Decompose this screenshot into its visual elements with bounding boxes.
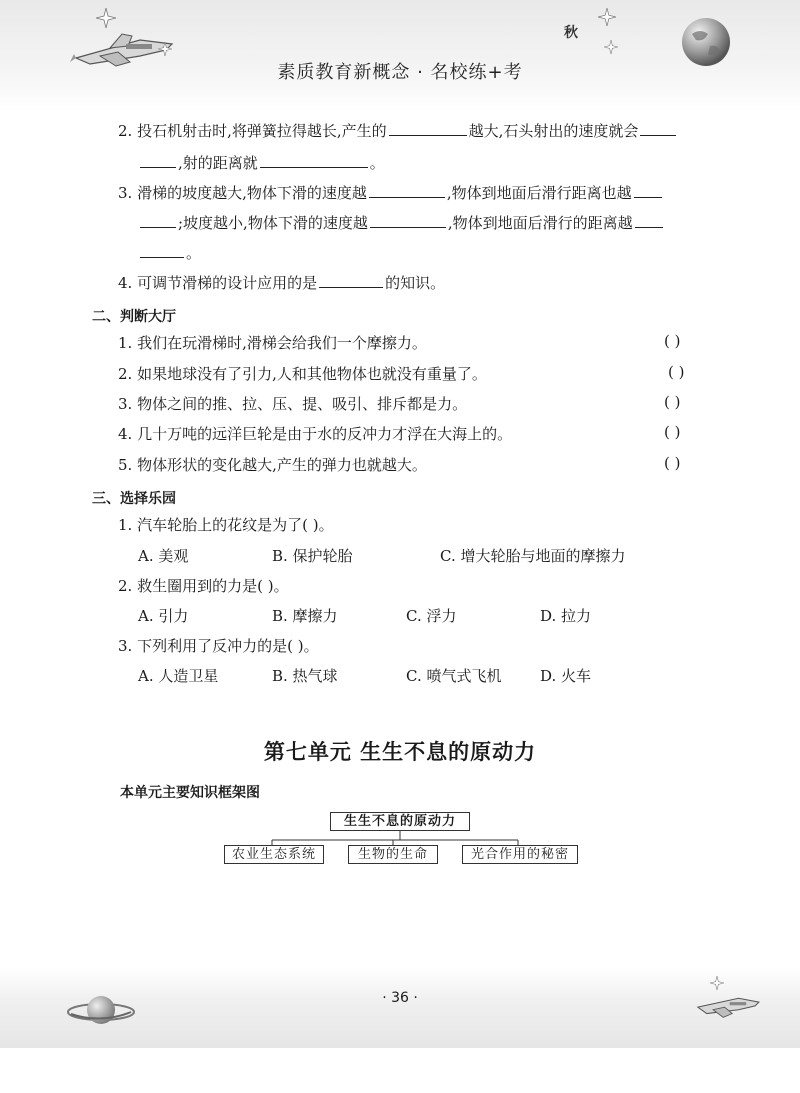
page-number: · 36 · — [382, 990, 418, 1006]
section-heading-judge: 二、判断大厅 — [92, 309, 176, 325]
section-heading-choice: 三、选择乐园 — [92, 491, 176, 507]
framework-node: 光合作用的秘密 — [462, 845, 578, 864]
star-icon — [710, 976, 724, 990]
answer-blank[interactable] — [140, 152, 176, 168]
answer-blank[interactable] — [140, 242, 184, 258]
choice-option[interactable]: B. 摩擦力 — [272, 607, 338, 625]
answer-blank[interactable] — [369, 182, 445, 198]
choice-option[interactable]: A. 人造卫星 — [138, 667, 219, 685]
framework-node: 生物的生命 — [348, 845, 438, 864]
judge-item: 1. 我们在玩滑梯时,滑梯会给我们一个摩擦力。 — [118, 334, 427, 352]
answer-blank[interactable] — [260, 152, 368, 168]
choice-option[interactable]: C. 喷气式飞机 — [406, 667, 502, 685]
choice-question: 3. 下列利用了反冲力的是( )。 — [118, 637, 319, 655]
choice-option[interactable]: D. 拉力 — [540, 607, 592, 625]
choice-option[interactable]: C. 浮力 — [406, 607, 457, 625]
framework-root: 生生不息的原动力 — [330, 812, 470, 831]
season-label: 秋 — [564, 25, 578, 41]
choice-option[interactable]: A. 美观 — [138, 547, 189, 565]
answer-blank[interactable] — [640, 120, 676, 136]
star-icon — [96, 8, 116, 28]
unit-title: 第七单元 生生不息的原动力 — [263, 740, 537, 764]
judge-item: 5. 物体形状的变化越大,产生的弹力也就越大。 — [118, 456, 427, 474]
choice-option[interactable]: B. 保护轮胎 — [272, 547, 353, 565]
star-icon — [598, 8, 616, 26]
question-2: 2. 投石机射击时,将弹簧拉得越长,产生的 越大,石头射出的速度就会 — [118, 120, 678, 142]
question-3: 3. 滑梯的坡度越大,物体下滑的速度越 ,物体到地面后滑行距离也越 — [118, 182, 664, 204]
choice-option[interactable]: B. 热气球 — [272, 667, 338, 685]
choice-option[interactable]: A. 引力 — [138, 607, 189, 625]
answer-blank[interactable] — [140, 212, 176, 228]
space-shuttle-icon — [694, 984, 764, 1024]
star-icon — [158, 42, 172, 56]
answer-paren[interactable]: ( ) — [664, 423, 681, 441]
star-icon — [604, 40, 618, 54]
question-3-cont: ;坡度越小,物体下滑的速度越 ,物体到地面后滑行的距离越 — [138, 212, 665, 234]
answer-paren[interactable]: ( ) — [668, 363, 685, 381]
framework-node: 农业生态系统 — [224, 845, 324, 864]
judge-item: 3. 物体之间的推、拉、压、提、吸引、排斥都是力。 — [118, 395, 468, 413]
choice-option[interactable]: C. 增大轮胎与地面的摩擦力 — [440, 547, 626, 565]
page-header-title: 素质教育新概念 · 名校练+考 — [277, 62, 523, 83]
answer-blank[interactable] — [634, 182, 662, 198]
choice-question: 2. 救生圈用到的力是( )。 — [118, 577, 289, 595]
answer-blank[interactable] — [319, 272, 383, 288]
answer-paren[interactable]: ( ) — [664, 454, 681, 472]
answer-paren[interactable]: ( ) — [664, 332, 681, 350]
answer-blank[interactable] — [370, 212, 446, 228]
question-3-end: 。 — [138, 242, 201, 264]
answer-blank[interactable] — [635, 212, 663, 228]
choice-option[interactable]: D. 火车 — [540, 667, 592, 685]
answer-blank[interactable] — [389, 120, 467, 136]
question-2-cont: ,射的距离就 。 — [138, 152, 385, 174]
judge-item: 2. 如果地球没有了引力,人和其他物体也就没有重量了。 — [118, 365, 487, 383]
framework-label: 本单元主要知识框架图 — [120, 785, 260, 801]
choice-question: 1. 汽车轮胎上的花纹是为了( )。 — [118, 516, 334, 534]
judge-item: 4. 几十万吨的远洋巨轮是由于水的反冲力才浮在大海上的。 — [118, 425, 513, 443]
answer-paren[interactable]: ( ) — [664, 393, 681, 411]
question-4: 4. 可调节滑梯的设计应用的是 的知识。 — [118, 274, 446, 292]
